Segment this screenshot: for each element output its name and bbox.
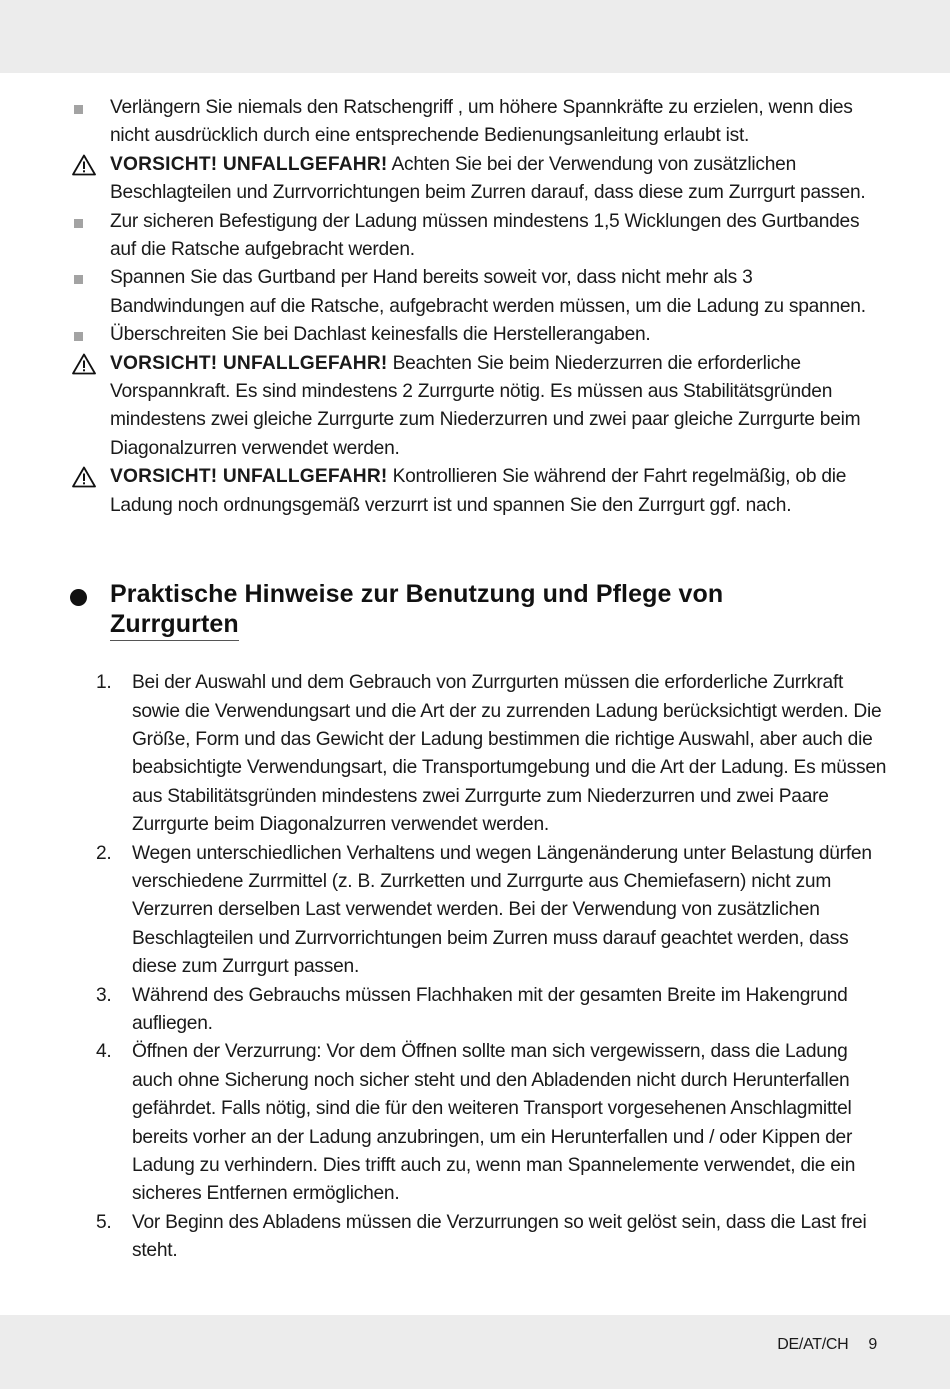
- footer-region: DE/AT/CH: [777, 1336, 849, 1353]
- item-text: Beachten Sie beim Niederzurren die erforderliche Vorspannkraft. Es sind mindestens 2 Zurrgurte nötig. Es müssen aus Stabilitätsgründen mindestens zwei gleiche Zurrgurte zum Niederzurren und zwei paar gleiche Zurrgurte beim Diagonalzurren verwendet werden.: [110, 352, 861, 459]
- section-heading: [110, 580, 830, 641]
- item-text: Überschreiten Sie bei Dachlast keinesfalls die Herstellerangaben.: [110, 324, 651, 346]
- section-heading-block: [0, 580, 950, 641]
- item-text: Öffnen der Verzurrung: Vor dem Öffnen sollte man sich vergewissern, dass die Ladung auch ohne Sicherung noch sicher steht und den Abladenden nicht durch Herunterfallen gefährdet. Falls nötig, sind die für den weiteren Transport vorgesehenen Anschlagmittel bereits vorher an der Ladung anzubringen, um ein Herunterfallen und / oder Kippen der Ladung zu verhindern. Dies trifft auch zu, wenn man Spannelemente verwendet, die ein sicheres Entfernen ermöglichen.: [132, 1041, 856, 1205]
- square-bullet-icon: [72, 94, 96, 122]
- item-text: Während des Gebrauchs müssen Flachhaken mit der gesamten Breite im Hakengrund aufliegen.: [132, 984, 848, 1034]
- item-text: Achten Sie bei der Verwendung von zusätzlichen Beschlagteilen und Zurrvorrichtungen beim Zurren darauf, dass diese zum Zurrgurt passen.: [110, 153, 866, 204]
- item-text: Vor Beginn des Abladens müssen die Verzurrungen so weit gelöst sein, dass die Last frei steht.: [132, 1211, 867, 1262]
- warning-label: VORSICHT! UNFALLGEFAHR!: [110, 153, 388, 175]
- page-content: [0, 94, 950, 1266]
- item-number: 4.: [96, 1041, 112, 1063]
- numbered-list-item: [0, 1209, 950, 1266]
- page-number: 9: [868, 1336, 877, 1353]
- item-text: Spannen Sie das Gurtband per Hand bereits soweit vor, dass nicht mehr als 3 Bandwindungen auf die Ratsche, aufgebracht werden müssen, um die Ladung zu spannen.: [110, 267, 866, 317]
- numbered-instructions-list: [0, 669, 950, 1266]
- page-header-band: [0, 0, 950, 73]
- numbered-list-item: [0, 982, 950, 1039]
- numbered-list-item: [0, 840, 950, 982]
- section-heading-line2: Zurrgurten: [110, 610, 239, 642]
- section-heading-line1: Praktische Hinweise zur Benutzung und Pflege von: [110, 580, 724, 609]
- item-text: Bei der Auswahl und dem Gebrauch von Zurrgurten müssen die erforderliche Zurrkraft sowie die Verwendungsart und die Art der zu zurrenden Ladung berücksichtigt werden. Die Größe, Form und das Gewicht der Ladung bestimmen die richtige Auswahl, aber auch die beabsichtigte Verwendungsart, die Transportumgebung und die Art der Ladung. Es müssen aus Stabilitätsgründen mindestens zwei Zurrgurte zum Niederzurren und zwei Paare Zurrgurte beim Diagonalzurren verwendet werden.: [132, 672, 887, 836]
- safety-list-item: [0, 208, 950, 265]
- square-bullet-icon: [72, 208, 96, 236]
- safety-instructions-list: [0, 94, 950, 520]
- item-text: Wegen unterschiedlichen Verhaltens und wegen Längenänderung unter Belastung dürfen verschiedene Zurrmittel (z. B. Zurrketten und Zurrgurte aus Chemiefasern) nicht zum Verzurren derselben Last verwendet werden. Bei der Verwendung von zusätzlichen Beschlagteilen und Zurrvorrichtungen beim Zurren muss darauf geachtet werden, dass diese zum Zurrgurt passen.: [132, 842, 872, 978]
- safety-list-item: [0, 321, 950, 349]
- item-text: Kontrollieren Sie während der Fahrt regelmäßig, ob die Ladung noch ordnungsgemäß verzurrt ist und spannen Sie den Zurrgurt ggf. nach.: [110, 466, 847, 516]
- warning-label: VORSICHT! UNFALLGEFAHR!: [110, 352, 388, 374]
- numbered-list-item: [0, 1038, 950, 1208]
- item-number: 2.: [96, 842, 112, 864]
- item-number: 3.: [96, 984, 112, 1006]
- numbered-list-item: [0, 669, 950, 839]
- item-text: Zur sicheren Befestigung der Ladung müssen mindestens 1,5 Wicklungen des Gurtbandes auf die Ratsche aufgebracht werden.: [110, 210, 860, 261]
- page-footer: [777, 1336, 877, 1354]
- warning-triangle-icon: [72, 151, 96, 179]
- safety-warning-item: [0, 350, 950, 464]
- filled-circle-bullet-icon: [70, 589, 87, 606]
- square-bullet-icon: [72, 321, 96, 349]
- safety-warning-item: [0, 151, 950, 208]
- safety-list-item: [0, 264, 950, 321]
- warning-triangle-icon: [72, 463, 96, 491]
- warning-triangle-icon: [72, 350, 96, 378]
- item-number: 5.: [96, 1211, 112, 1233]
- item-number: 1.: [96, 672, 112, 694]
- item-text: Verlängern Sie niemals den Ratschengriff , um höhere Spannkräfte zu erzielen, wenn dies nicht ausdrücklich durch eine entsprechende Bedienungsanleitung erlaubt ist.: [110, 97, 853, 147]
- safety-warning-item: [0, 463, 950, 520]
- safety-list-item: [0, 94, 950, 151]
- square-bullet-icon: [72, 264, 96, 292]
- warning-label: VORSICHT! UNFALLGEFAHR!: [110, 466, 388, 488]
